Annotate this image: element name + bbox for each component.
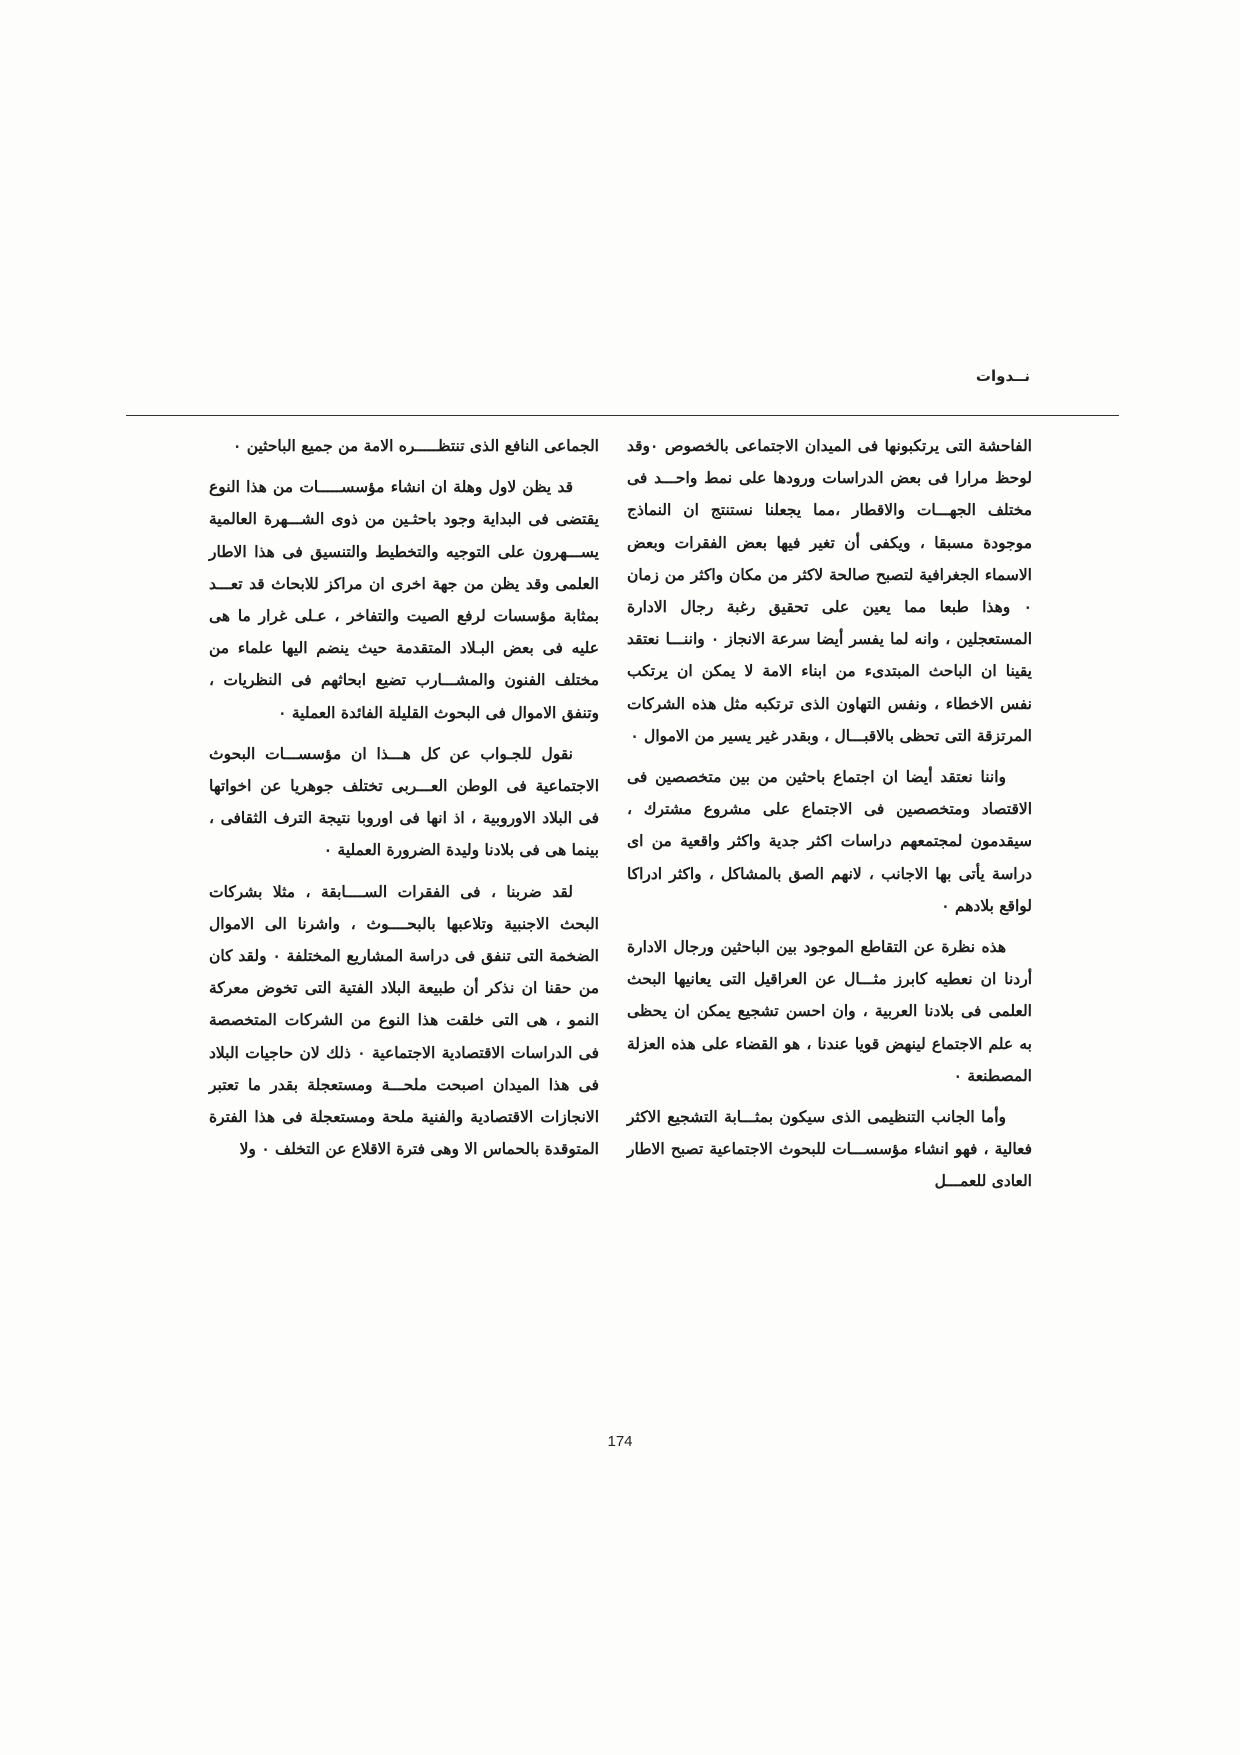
running-header-title: نــدوات <box>975 367 1030 385</box>
paragraph: الفاحشة التى يرتكبونها فى الميدان الاجتماعى بالخصوص ٠وقد لوحظ مرارا فى بعض الدراسات ورودها على نمط واحـــد فى مختلف الجهـــات والاقطار ،مما يجعلنا نستنتج ان النماذج موجودة مسبقا ، ويكفى أن تغير فيها بعض الفقرات وبعض الاسماء الجغرافية لتصبح صالحة لاكثر من مكان واكثر من زمان ٠ وهذا طبعا مما يعين على تحقيق رغبة رجال الادارة المستعجلين ، وانه لما يفسر أيضا سرعة الانجاز ٠ واننـــا نعتقد يقينا ان الباحث المبتدىء من ابناء الامة لا يمكن ان يرتكب نفس الاخطاء ، ونفس التهاون الذى ترتكبه مثل هذه الشركات المرتزقة التى تحظى بالاقبـــال ، وبقدر غير يسير من الاموال ٠ <box>627 436 1033 745</box>
header-divider <box>126 415 1119 416</box>
paragraph: لقد ضربنا ، فى الفقرات الســــابقة ، مثلا بشركات البحث الاجنبية وتلاعبها بالبحــــوث ، واشرنا الى الاموال الضخمة التى تنفق فى دراسة المشاريع المختلفة ٠ ولقد كان من حقنا ان نذكر أن طبيعة البلاد الفتية التى تخوض معركة النمو ، هى التى خلقت هذا النوع من الشركات المتخصصة فى الدراسات الاقتصادية الاجتماعية ٠ ذلك لان حاجيات البلاد فى هذا الميدان اصبحت ملحـــة ومستعجلة بقدر ما تعتبر الانجازات الاقتصادية والفنية ملحة ومستعجلة فى هذا الفترة المتوقدة بالحماس الا وهى فترة الاقلاع عن التخلف ٠ ولا <box>209 881 600 1159</box>
text-column-left <box>209 430 599 1174</box>
paragraph: الجماعى النافع الذى تنتظـــــره الامة من جميع الباحثين ٠ <box>232 436 599 455</box>
page-number: 174 <box>607 1433 633 1450</box>
text-column-right <box>627 430 1032 1207</box>
paragraph: قد يظن لاول وهلة ان انشاء مؤسســـــات من هذا النوع يقتضى فى البداية وجود باحثـين من ذوى الشـــهرة العالمية يســـهرون على التوجيه والتخطيط والتنسيق فى هذا الاطار العلمى وقد يظن من جهة اخرى ان مراكز للابحاث قد تعـــد بمثابة مؤسسات لرفع الصيت والتفاخر ، عـلى غرار ما هى عليه فى بعض البـلاد المتقدمة حيث ينضم اليها علماء من مختلف الفنون والمشـــارب تضيع ابحاثهم فى النظريات ، وتنفق الاموال فى البحوث القليلة الفائدة العملية ٠ <box>209 477 599 722</box>
paragraph: وأما الجانب التنظيمى الذى سيكون بمثـــابة التشجيع الاكثر فعالية ، فهو انشاء مؤسســـات للبحوث الاجتماعية تصبح الاطار العادى للعمـــل <box>627 1107 1032 1191</box>
paragraph: واننا نعتقد أيضا ان اجتماع باحثين من بين متخصصين فى الاقتصاد ومتخصصين فى الاجتماع على مشروع مشترك ، سيقدمون لمجتمعهم دراسات اكثر جدية واكثر واقعية من اى دراسة يأتى بها الاجانب ، لانهم الصق بالمشاكل ، واكثر ادراكا لواقع بلادهم ٠ <box>627 767 1032 915</box>
paragraph: هذه نظرة عن التقاطع الموجود بين الباحثين ورجال الادارة أردنا ان نعطيه كابرز مثـــال عن العراقيل التى يعانيها البحث العلمى فى بلادنا العربية ، وان احسن تشجيع يمكن ان يحظى به علم الاجتماع لينهض قويا عندنا ، هو القضاء على هذه العزلة المصطنعة ٠ <box>627 937 1032 1085</box>
paragraph: نقول للجـواب عن كل هـــذا ان مؤسســـات البحوث الاجتماعية فى الوطن العـــربى تختلف جوهريا عن اخواتها فى البلاد الاوروبية ، اذ انها فى اوروبا نتيجة الترف الثقافى ، بينما هى فى بلادنا وليدة الضرورة العملية ٠ <box>209 743 599 860</box>
